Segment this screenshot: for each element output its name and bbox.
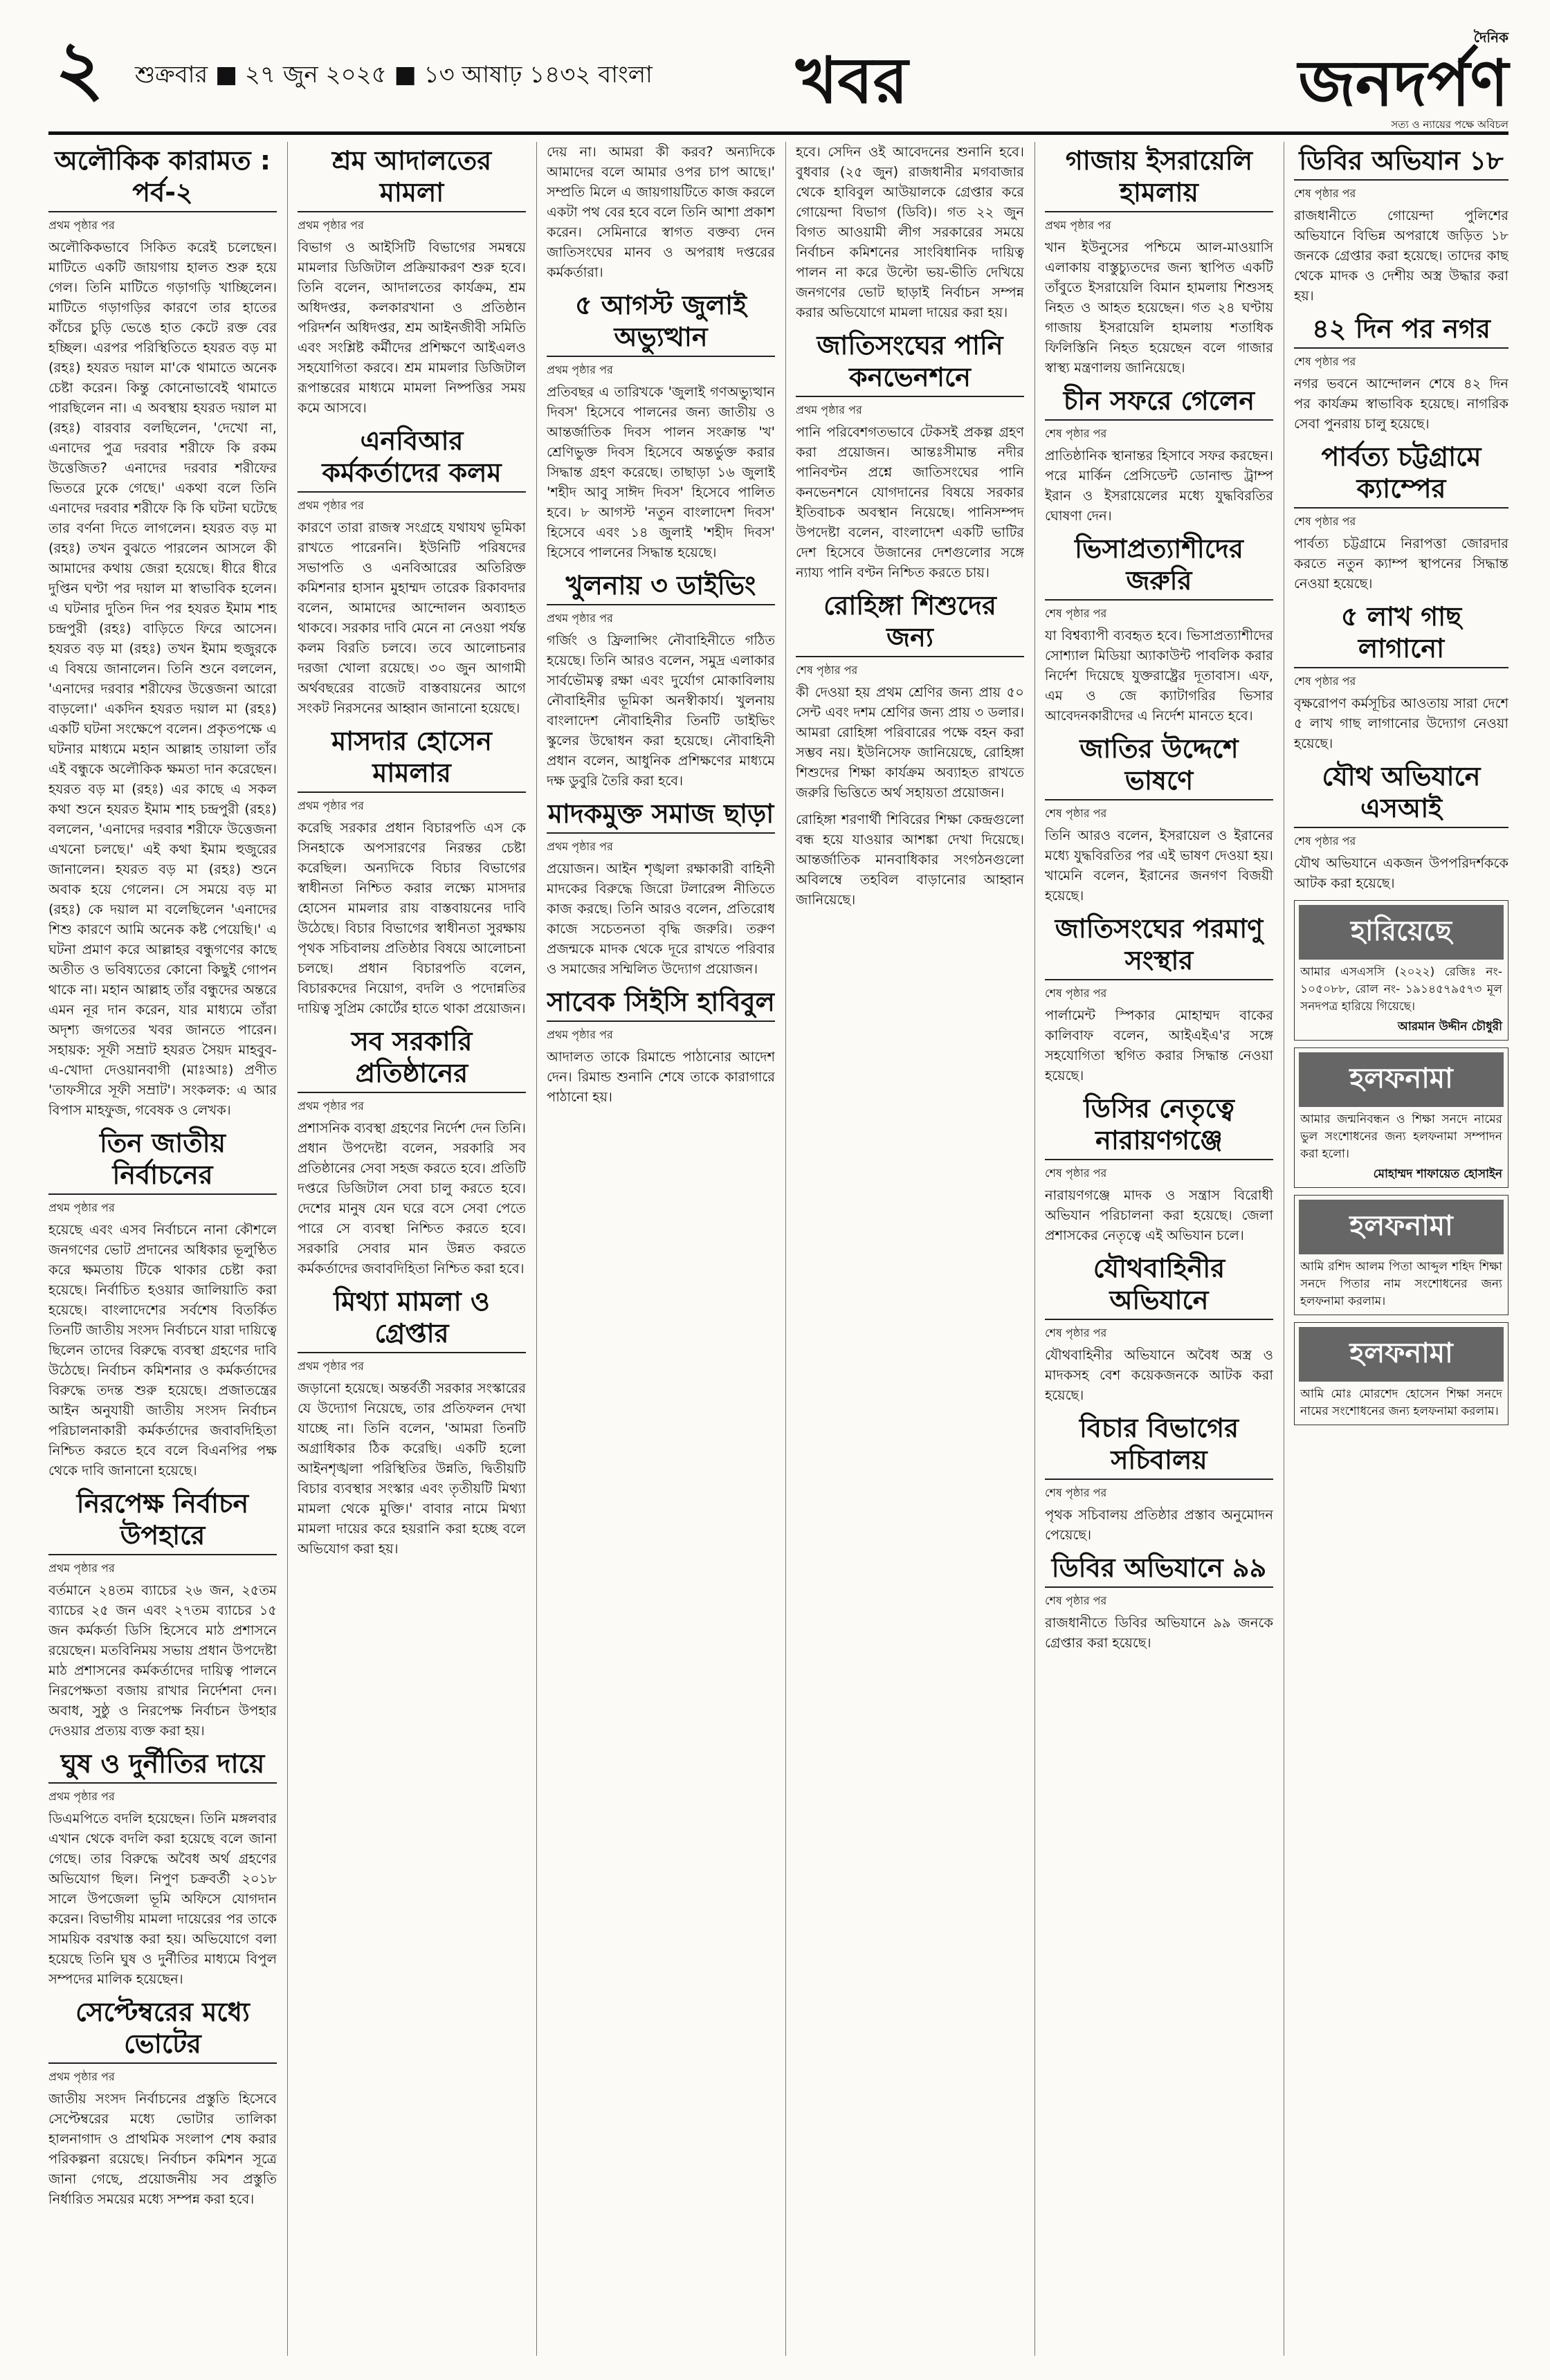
continuation-label: শেষ পৃষ্ঠার পর bbox=[1294, 355, 1356, 368]
story-body: নারায়ণগঞ্জে মাদক ও সন্ত্রাস বিরোধী অভিযান পরিচালনা করা হয়েছে। জেলা প্রশাসকের নেতৃত্বে এই অভিযান চলে। bbox=[1045, 1187, 1273, 1243]
story-body: করেছি সরকার প্রধান বিচারপতি এস কে সিনহাকে অপসারণের নিরন্তর চেষ্টা করেছিল। অন্যদিকে বিচার বিভাগের স্বাধীনতা নিশ্চিত করার লক্ষ্যে মাসদার হোসেন মামলার রায় বাস্তবায়নের দাবি উঠেছে। বিচার বিভাগের স্বাধীনতা সুরক্ষায় পৃথক সচিবালয় প্রতিষ্ঠার বিষয়ে আলোচনা চলছে। প্রধান বিচারপতি বলেন, বিচারকদের নিয়োগ, বদলি ও পদোন্নতির দায়িত্ব সুপ্রিম কোর্টের হাতে থাকা প্রয়োজন। bbox=[298, 820, 526, 1016]
notice-box bbox=[1294, 900, 1508, 1041]
story-headline: ডিবির অভিযান ১৮ bbox=[1294, 145, 1508, 181]
continuation-label: প্রথম পৃষ্ঠার পর bbox=[547, 363, 613, 376]
news-story bbox=[1294, 601, 1508, 753]
story-body: গর্জিং ও ফ্রিলান্সিং নৌবাহিনীতে গঠিত হয়েছে। তিনি আরও বলেন, সমুদ্র এলাকার সার্বভৌমত্ব রক্ষা এবং দুর্যোগ মোকাবিলায় নৌবাহিনীর ভূমিকা অনস্বীকার্য। খুলনায় বাংলাদেশ নৌবাহিনীর তিনটি ডাইভিং স্কুলের উদ্বোধন করা হয়েছে। নৌবাহিনী প্রধান বলেন, আধুনিক প্রশিক্ষণের মাধ্যমে দক্ষ ডুবুরি তৈরি করা হবে। bbox=[547, 632, 775, 789]
story-body: যা বিশ্বব্যাপী ব্যবহৃত হবে। ভিসাপ্রত্যাশীদের সোশ্যাল মিডিয়া অ্যাকাউন্ট পাবলিক করার নির্দেশ দিয়েছে যুক্তরাষ্ট্রের দূতাবাস। এফ, এম ও জে ক্যাটাগরির ভিসার আবেদনকারীদের এ নির্দেশ মানতে হবে। bbox=[1045, 628, 1273, 724]
masthead bbox=[48, 25, 1508, 135]
story-headline: চীন সফরে গেলেন bbox=[1045, 385, 1273, 421]
news-story bbox=[796, 809, 1024, 910]
news-story bbox=[1045, 533, 1273, 726]
section-title: খবর bbox=[796, 44, 909, 118]
continuation-label: প্রথম পৃষ্ঠার পর bbox=[48, 2070, 115, 2083]
story-body: পানি পরিবেশগতভাবে টেকসই প্রকল্প গ্রহণ করা প্রয়োজন। আন্তঃসীমান্ত নদীর পানিবণ্টন প্রশ্নে জাতিসংঘের পানি কনভেনশনে যোগদানের বিষয়ে সরকার ইতিবাচক অবস্থান নিয়েছে। পানিসম্পদ উপদেষ্টা বলেন, বাংলাদেশ একটি ভাটির দেশ হিসেবে উজানের দেশগুলোর সঙ্গে ন্যায্য পানি বণ্টন নিশ্চিত করতে চায়। bbox=[796, 424, 1024, 580]
notice-heading: হলফনামা bbox=[1299, 1327, 1504, 1382]
story-body: রাজধানীতে ডিবির অভিযানে ৯৯ জনকে গ্রেপ্তার করা হয়েছে। bbox=[1045, 1615, 1273, 1651]
story-headline: জাতিসংঘের পানি কনভেনশনে bbox=[796, 329, 1024, 397]
news-story bbox=[48, 1996, 277, 2209]
news-story bbox=[1045, 1252, 1273, 1405]
continuation-label: শেষ পৃষ্ঠার পর bbox=[796, 663, 858, 677]
notice-heading: হলফনামা bbox=[1299, 1052, 1504, 1107]
news-story bbox=[547, 289, 775, 562]
continuation-label: শেষ পৃষ্ঠার পর bbox=[1045, 1326, 1107, 1339]
story-headline: যৌথ অভিযানে এসআই bbox=[1294, 760, 1508, 828]
page-number: ২ bbox=[55, 25, 104, 111]
story-headline: জাতিসংঘের পরমাণু সংস্থার bbox=[1045, 913, 1273, 980]
continuation-label: শেষ পৃষ্ঠার পর bbox=[1294, 675, 1356, 688]
story-body: হবে। সেদিন ওই আবেদনের শুনানি হবে। বুধবার (২৫ জুন) রাজধানীর মগবাজার থেকে হাবিবুল আউয়ালকে গ্রেপ্তার করে গোয়েন্দা বিভাগ (ডিবি)। গত ২২ জুন বিগত আওয়ামী লীগ সরকারের সময়ে নির্বাচন কমিশনের সাংবিধানিক দায়িত্ব পালন না করে উল্টো ভয়-ভীতি দেখিয়ে জনগণের ভোট ছাড়াই নির্বাচন সম্পন্ন করার অভিযোগে মামলা দায়ের করা হয়। bbox=[796, 144, 1024, 320]
column-divider bbox=[785, 142, 786, 2356]
notice-signature: আরমান উদ্দীন চৌধুরী bbox=[1397, 1020, 1502, 1034]
story-body: আদালত তাকে রিমান্ডে পাঠানোর আদেশ দেন। রিমান্ড শুনানি শেষে তাকে কারাগারে পাঠানো হয়। bbox=[547, 1049, 775, 1105]
news-story bbox=[298, 425, 526, 718]
story-body: জাতীয় সংসদ নির্বাচনের প্রস্তুতি হিসেবে সেপ্টেম্বরের মধ্যে ভোটার তালিকা হালনাগাদ ও প্রাথমিক সংলাপ শেষ করার পরিকল্পনা রয়েছে। নির্বাচন কমিশন সূত্রে জানা গেছে, প্রয়োজনীয় সব প্রস্তুতি নির্ধারিত সময়ের মধ্যে সম্পন্ন করা হবে। bbox=[48, 2091, 277, 2207]
story-body: রাজধানীতে গোয়েন্দা পুলিশের অভিযানে বিভিন্ন অপরাধে জড়িত ১৮ জনকে গ্রেপ্তার করা হয়েছে। তাদের কাছ থেকে মাদক ও দেশীয় অস্ত্র উদ্ধার করা হয়। bbox=[1294, 208, 1508, 304]
dateline: শুক্রবার ■ ২৭ জুন ২০২৫ ■ ১৩ আষাঢ় ১৪৩২ বাংলা bbox=[135, 61, 653, 89]
news-story bbox=[1045, 145, 1273, 378]
column-2 bbox=[298, 142, 526, 2356]
news-story bbox=[796, 329, 1024, 583]
story-body: পার্লামেন্ট স্পিকার মোহাম্মদ বাকের কালিবাফ বলেন, আইএইএ'র সঙ্গে সহযোগিতা স্থগিত করার সিদ্ধান্ত নেওয়া হয়েছে। bbox=[1045, 1007, 1273, 1083]
news-story bbox=[48, 145, 277, 1120]
column-6 bbox=[1294, 142, 1508, 2356]
story-body: রোহিঙ্গা শরণার্থী শিবিরের শিক্ষা কেন্দ্রগুলো বন্ধ হয়ে যাওয়ার আশঙ্কা দেখা দিয়েছে। আন্তর্জাতিক মানবাধিকার সংগঠনগুলো অবিলম্বে তহবিল বাড়ানোর আহ্বান জানিয়েছে। bbox=[796, 812, 1024, 908]
story-headline: পার্বত্য চট্টগ্রামে ক্যাম্পের bbox=[1294, 441, 1508, 509]
story-body: পৃথক সচিবালয় প্রতিষ্ঠার প্রস্তাব অনুমোদন পেয়েছে। bbox=[1045, 1507, 1273, 1543]
continuation-label: শেষ পৃষ্ঠার পর bbox=[1045, 807, 1107, 820]
column-divider bbox=[1034, 142, 1035, 2356]
news-story bbox=[1045, 1552, 1273, 1653]
story-headline: ঘুষ ও দুর্নীতির দায়ে bbox=[48, 1748, 277, 1784]
notice-body: আমি রশিদ আলম পিতা আব্দুল শহিদ শিক্ষা সনদে পিতার নাম সংশোধনের জন্য হলফনামা করলাম। bbox=[1300, 1260, 1502, 1308]
continuation-label: প্রথম পৃষ্ঠার পর bbox=[48, 1790, 115, 1803]
logo-name: জনদর্পণ bbox=[1298, 46, 1508, 120]
story-headline: সব সরকারি প্রতিষ্ঠানের bbox=[298, 1025, 526, 1093]
news-story bbox=[1045, 1092, 1273, 1245]
continuation-label: শেষ পৃষ্ঠার পর bbox=[1045, 1166, 1107, 1180]
news-story bbox=[796, 589, 1024, 803]
story-headline: সাবেক সিইসি হাবিবুল bbox=[547, 986, 775, 1022]
logo-tagline: সত্য ও ন্যায়ের পক্ষে অবিচল bbox=[1391, 118, 1508, 131]
news-story bbox=[48, 1748, 277, 1989]
notice-body: আমার এসএসসি (২০২২) রেজিঃ নং- ১০৫০৮৮, রোল নং- ১৯১৪৫৭৯৫৭৩ মূল সনদপত্র হারিয়ে গিয়েছে। bbox=[1300, 965, 1502, 1014]
news-story bbox=[298, 145, 526, 418]
column-4 bbox=[796, 142, 1024, 2356]
story-headline: মিথ্যা মামলা ও গ্রেপ্তার bbox=[298, 1285, 526, 1353]
story-headline: জাতির উদ্দেশে ভাষণে bbox=[1045, 733, 1273, 800]
continuation-label: শেষ পৃষ্ঠার পর bbox=[1294, 834, 1356, 848]
continuation-label: শেষ পৃষ্ঠার পর bbox=[1045, 427, 1107, 440]
news-story bbox=[1045, 1412, 1273, 1545]
story-headline: অলৌকিক কারামত : পর্ব-২ bbox=[48, 145, 277, 212]
continuation-label: প্রথম পৃষ্ঠার পর bbox=[48, 1562, 115, 1575]
story-body: প্রাতিষ্ঠানিক স্থানান্তর হিসাবে সফর করছেন। পরে মার্কিন প্রেসিডেন্ট ডোনাল্ড ট্রাম্প ইরান ও ইসরায়েলের মধ্যে যুদ্ধবিরতির ঘোষণা দেন। bbox=[1045, 448, 1273, 524]
story-headline: খুলনায় ৩ ডাইভিং bbox=[547, 569, 775, 605]
notice-heading: হলফনামা bbox=[1299, 1200, 1504, 1254]
story-body: ডিএমপিতে বদলি হয়েছেন। তিনি মঙ্গলবার এখান থেকে বদলি করা হয়েছে বলে জানা গেছে। তার বিরুদ্ধে অবৈধ অর্থ গ্রহণের অভিযোগ ছিল। নিপুণ চক্রবর্তী ২০১৮ সালে উপজেলা ভূমি অফিসে যোগদান করেন। বিভাগীয় মামলা দায়েরের পর তাকে সাময়িক বরখাস্ত করা হয়। অভিযোগে বলা হয়েছে তিনি ঘুষ ও দুর্নীতির মাধ্যমে বিপুল সম্পদের মালিক হয়েছেন। bbox=[48, 1811, 277, 1987]
news-story bbox=[1045, 385, 1273, 526]
continuation-label: শেষ পৃষ্ঠার পর bbox=[1045, 1486, 1107, 1499]
newspaper-logo bbox=[1280, 28, 1508, 131]
story-body: খান ইউনুসের পশ্চিমে আল-মাওয়াসি এলাকায় বাস্তুচ্যুতদের জন্য স্থাপিত একটি তাঁবুতে ইসরায়েলি বিমান হামলায় শিশুসহ নিহত ও আহত হয়েছেন। গত ২৪ ঘণ্টায় গাজায় ইসরায়েলি হামলায় শতাধিক ফিলিস্তিনি নিহত হয়েছেন বলে গাজার স্বাস্থ্য মন্ত্রণালয় জানিয়েছে। bbox=[1045, 239, 1273, 376]
story-headline: ৪২ দিন পর নগর bbox=[1294, 313, 1508, 349]
continuation-label: শেষ পৃষ্ঠার পর bbox=[1294, 187, 1356, 200]
story-body: প্রয়োজন। আইন শৃঙ্খলা রক্ষাকারী বাহিনী মাদকের বিরুদ্ধে জিরো টলারেন্স নীতিতে কাজ করছে। তিনি আরও বলেন, প্রতিরোধ কাজে সচেতনতা বৃদ্ধি জরুরি। তরুণ প্রজন্মকে মাদক থেকে দূরে রাখতে পরিবার ও সমাজের সম্মিলিত উদ্যোগ প্রয়োজন। bbox=[547, 861, 775, 977]
notice-body: আমার জন্মনিবন্ধন ও শিক্ষা সনদে নামের ভুল সংশোধনের জন্য হলফনামা সম্পাদন করা হলো। bbox=[1300, 1113, 1502, 1161]
story-body: প্রশাসনিক ব্যবস্থা গ্রহণের নির্দেশ দেন তিনি। প্রধান উপদেষ্টা বলেন, সরকারি সব প্রতিষ্ঠানের সেবা সহজ করতে হবে। প্রতিটি দপ্তরে ডিজিটাল সেবা চালু করতে হবে। দেশের মানুষ যেন ঘরে বসে সেবা পেতে পারে সে ব্যবস্থা নিশ্চিত করতে হবে। সরকারি সেবার মান উন্নত করতে কর্মকর্তাদের জবাবদিহিতা নিশ্চিত করা হবে। bbox=[298, 1120, 526, 1276]
continuation-label: শেষ পৃষ্ঠার পর bbox=[1045, 987, 1107, 1000]
story-body: দেয় না। আমরা কী করব? অন্যদিকে আমাদের বলে আমার ওপর চাপ আছে।' সম্প্রতি মিলে এ জায়গায়টিতে কাজ করলে একটা পথ বের হবে বলে তিনি আশা প্রকাশ করেন। সেমিনারে স্বাগত বক্তব্য দেন জাতিসংঘের মানব ও অপরাধ দপ্তরের কর্মকর্তারা। bbox=[547, 144, 775, 280]
story-headline: ৫ লাখ গাছ লাগানো bbox=[1294, 601, 1508, 668]
story-headline: ডিসির নেতৃত্বে নারায়ণগঞ্জে bbox=[1045, 1092, 1273, 1160]
story-headline: মাদকমুক্ত সমাজ ছাড়া bbox=[547, 798, 775, 834]
news-story bbox=[1294, 760, 1508, 893]
column-5 bbox=[1045, 142, 1273, 2356]
story-headline: শ্রম আদালতের মামলা bbox=[298, 145, 526, 212]
continuation-label: প্রথম পৃষ্ঠার পর bbox=[48, 219, 115, 232]
masthead-rule bbox=[48, 131, 1508, 135]
notice-signature: মোহাম্মদ শাফায়েত হোসাইন bbox=[1373, 1167, 1502, 1181]
column-divider bbox=[536, 142, 537, 2356]
news-story bbox=[298, 1285, 526, 1559]
news-story bbox=[298, 725, 526, 1018]
story-body: বৃক্ষরোপণ কর্মসূচির আওতায় সারা দেশে ৫ লাখ গাছ লাগানোর উদ্যোগ নেওয়া হয়েছে। bbox=[1294, 695, 1508, 751]
notice-box bbox=[1294, 1047, 1508, 1188]
story-body: যৌথ অভিযানে একজন উপপরিদর্শককে আটক করা হয়েছে। bbox=[1294, 855, 1508, 891]
story-body: বর্তমানে ২৪তম ব্যাচের ২৬ জন, ২৫তম ব্যাচের ২৫ জন এবং ২৭তম ব্যাচের ১৫ জন কর্মকর্তা ডিসি হিসেবে মাঠ প্রশাসনে রয়েছেন। মতবিনিময় সভায় প্রধান উপদেষ্টা মাঠ প্রশাসনের কর্মকর্তাদের দায়িত্ব পালনে নিরপেক্ষতা বজায় রাখার নির্দেশনা দেন। অবাধ, সুষ্ঠু ও নিরপেক্ষ নির্বাচন উপহার দেওয়ার প্রত্যয় ব্যক্ত করা হয়। bbox=[48, 1582, 277, 1739]
news-story bbox=[1294, 145, 1508, 306]
story-body: তিনি আরও বলেন, ইসরায়েল ও ইরানের মধ্যে যুদ্ধবিরতির পর এই ভাষণ দেওয়া হয়। খামেনি বলেন, ইরানের জনগণ বিজয়ী হয়েছে। bbox=[1045, 827, 1273, 904]
continuation-label: প্রথম পৃষ্ঠার পর bbox=[298, 799, 364, 812]
story-headline: সেপ্টেম্বরের মধ্যে ভোটের bbox=[48, 1996, 277, 2064]
continuation-label: প্রথম পৃষ্ঠার পর bbox=[298, 1099, 364, 1113]
continuation-label: প্রথম পৃষ্ঠার পর bbox=[298, 1360, 364, 1373]
continuation-label: শেষ পৃষ্ঠার পর bbox=[1294, 515, 1356, 528]
column-3 bbox=[547, 142, 775, 2356]
news-story bbox=[547, 798, 775, 979]
news-story bbox=[1045, 913, 1273, 1086]
story-body: অলৌকিকভাবে সিকিত করেই চলেছেন। মাটিতে একটি জায়গায় হালত শুরু হয়ে গেল। তিনি মাটিতে গড়াগড়ি খাচ্ছিলেন। মাটিতে গড়াগড়ির কারণে তার হাতের কাঁচের চুড়ি ভেঙে হাত কেটে রক্ত বের হচ্ছিল। এরপর পরিস্থিতিতে হযরত বড় মা (রহঃ) হযরত দয়াল মা'কে থামাতে অনেক চেষ্টা করেন। কিন্তু কোনোভাবেই থামাতে পারছিলেন না। এ অবস্থায় হযরত দয়াল মা (রহঃ) বারবার বলছিলেন, 'দেখো না, এনাদের পুত্র দরবার শরীফে কি রকম উত্তেজিত? এনাদের দরবার শরীফের ভিতরে ঢুকে গেছে।' একথা বলে তিনি এনাদের দরবার শরীফে কি কি ঘটনা ঘটেছে তার বর্ণনা দিতে লাগলেন। হযরত বড় মা (রহঃ) তখন বুঝতে পারলেন আসলে কী আমাদের কথায় জেরা হয়েছে। ধীরে ধীরে দুপ্তিন ঘণ্টা পর দয়াল মা স্বাভাবিক হলেন। এ ঘটনার দুতিন দিন পর হযরত ইমাম শাহ চন্দ্রপুরী (রহঃ) বাড়িতে ফিরে আসেন। হযরত বড় মা (রহঃ) তখন ইমাম হুজুরকে এ বিষয়ে জানালেন। তিনি শুনে বললেন, 'এনাদের দরবার শরীফের উত্তেজনা আরো বাড়লো।' একদিন হযরত দয়াল মা (রহঃ) একটি ঘটনা সংক্ষেপে বলেন। প্রকৃতপক্ষে এ ঘটনার মাধ্যমে মহান আল্লাহ তায়ালা তাঁর এই বন্ধুকে অলৌকিক ক্ষমতা দান করেছেন। হযরত বড় মা (রহঃ) এর কাছে এ সকল কথা শুনে হযরত ইমাম শাহ চন্দ্রপুরী (রহঃ) বললেন, 'এনাদের দরবার শরীফে উত্তেজনা এখনো চলছে।' এই কথা ইমাম হুজুরের জানালেন। হযরত বড় মা (রহঃ) শুনে অবাক হয়ে গেলেন। সে সময়ে বড় মা (রহঃ) কে দয়াল মা বলেছিলেন 'এনাদের শিশু কারণে আমি অনেক কষ্ট পেয়েছি।' এ ঘটনা প্রমাণ করে আল্লাহর বন্ধুগণের কাছে অতীত ও ভবিষ্যতের কোনো কিছুই গোপন থাকে না। মহান আল্লাহ তাঁর বন্ধুদের অন্তরে এমন নূর দান করেন, যার মাধ্যমে তাঁরা অদৃশ্য জগতের খবর জানতে পারেন। সহায়ক: সূফী সম্রাট হযরত সৈয়দ মাহবুব-এ-খোদা দেওয়ানবাগী (মাঃআঃ) প্রণীত 'তাফসীরে সূফী সম্রাট'। সংকলক: এ আর বিপাস মাহফুজ, গবেষক ও লেখক। bbox=[48, 239, 277, 1118]
notice-box bbox=[1294, 1195, 1508, 1315]
story-body: বিভাগ ও আইসিটি বিভাগের সমন্বয়ে মামলার ডিজিটাল প্রক্রিয়াকরণ শুরু হবে। তিনি বলেন, আদালতের কার্যক্রম, শ্রম অধিদপ্তর, কলকারখানা ও প্রতিষ্ঠান পরিদর্শন অধিদপ্তর, শ্রম আইনজীবী সমিতি এবং সংশ্লিষ্ট কর্মীদের প্রশিক্ষণে আইএলও সহযোগিতা করবে। শ্রম মামলার ডিজিটাল রূপান্তরের মাধ্যমে মামলা নিষ্পত্তির সময় কমে আসবে। bbox=[298, 239, 526, 416]
story-body: নগর ভবনে আন্দোলন শেষে ৪২ দিন পর কার্যক্রম স্বাভাবিক হয়েছে। নাগরিক সেবা পুনরায় চালু হয়েছে। bbox=[1294, 376, 1508, 432]
story-headline: ৫ আগস্ট জুলাই অভ্যুত্থান bbox=[547, 289, 775, 357]
news-story bbox=[1045, 733, 1273, 906]
notice-box bbox=[1294, 1322, 1508, 1425]
continuation-label: প্রথম পৃষ্ঠার পর bbox=[298, 499, 364, 512]
columns bbox=[48, 142, 1508, 2359]
story-headline: গাজায় ইসরায়েলি হামলায় bbox=[1045, 145, 1273, 212]
notice-heading: হারিয়েছে bbox=[1299, 905, 1504, 960]
continuation-label: প্রথম পৃষ্ঠার পর bbox=[298, 219, 364, 232]
continuation-label: শেষ পৃষ্ঠার পর bbox=[1045, 607, 1107, 620]
story-body: পার্বত্য চট্টগ্রামে নিরাপত্তা জোরদার করতে নতুন ক্যাম্প স্থাপনের সিদ্ধান্ত নেওয়া হয়েছে। bbox=[1294, 536, 1508, 592]
news-story bbox=[48, 1488, 277, 1741]
story-body: কারণে তারা রাজস্ব সংগ্রহে যথাযথ ভূমিকা রাখতে পারেননি। ইউনিটি পরিষদের সভাপতি ও এনবিআরের অতিরিক্ত কমিশনার হাসান মুহাম্মদ তারেক রিকাবদার বলেন, আমাদের আন্দোলন অব্যাহত থাকবে। সরকার দাবি মেনে না নেওয়া পর্যন্ত কলম বিরতি চলবে। তবে আলোচনার দরজা খোলা রয়েছে। ৩০ জুন আগামী অর্থবছরের বাজেট বাস্তবায়নের আগে সংকট নিরসনের আহ্বান জানানো হয়েছে। bbox=[298, 520, 526, 716]
story-body: যৌথবাহিনীর অভিযানে অবৈধ অস্ত্র ও মাদকসহ বেশ কয়েকজনকে আটক করা হয়েছে। bbox=[1045, 1347, 1273, 1403]
news-story bbox=[1294, 313, 1508, 434]
news-story bbox=[796, 142, 1024, 322]
story-body: কী দেওয়া হয় প্রথম শ্রেণির জন্য প্রায় ৫০ সেন্ট এবং দশম শ্রেণির জন্য প্রায় ৩ ডলার। আমরা রোহিঙ্গা পরিবারের পক্ষে বহন করা সম্ভব নয়। ইউনিসেফ জানিয়েছে, রোহিঙ্গা শিশুদের শিক্ষা কার্যক্রম অব্যাহত রাখতে জরুরি ভিত্তিতে অর্থ সহায়তা প্রয়োজন। bbox=[796, 684, 1024, 800]
continuation-label: প্রথম পৃষ্ঠার পর bbox=[547, 840, 613, 853]
story-headline: ভিসাপ্রত্যাশীদের জরুরি bbox=[1045, 533, 1273, 601]
story-headline: এনবিআর কর্মকর্তাদের কলম bbox=[298, 425, 526, 493]
story-body: প্রতিবছর এ তারিখকে 'জুলাই গণঅভ্যুত্থান দিবস' হিসেবে পালনের জন্য জাতীয় ও আন্তর্জাতিক দিবস পালন সংক্রান্ত 'খ' শ্রেণিভুক্ত দিবস হিসেবে অন্তর্ভুক্ত করার সিদ্ধান্ত গ্রহণ করেছে। তাছাড়া ১৬ জুলাই 'শহীদ আবু সাঈদ দিবস' হিসেবে পালিত হবে। ৮ আগস্ট 'নতুন বাংলাদেশ দিবস' হিসেবে এবং ১৪ জুলাই 'শহীদ দিবস' হিসেবে পালনের সিদ্ধান্ত হয়েছে। bbox=[547, 384, 775, 560]
column-divider bbox=[287, 142, 288, 2356]
column-1 bbox=[48, 142, 277, 2356]
notice-body: আমি মোঃ মোরশেদ হোসেন শিক্ষা সনদে নামের সংশোধনের জন্য হলফনামা করলাম। bbox=[1300, 1387, 1502, 1418]
continuation-label: প্রথম পৃষ্ঠার পর bbox=[1045, 219, 1111, 232]
news-story bbox=[298, 1025, 526, 1279]
story-headline: রোহিঙ্গা শিশুদের জন্য bbox=[796, 589, 1024, 657]
story-headline: বিচার বিভাগের সচিবালয় bbox=[1045, 1412, 1273, 1480]
news-story bbox=[547, 986, 775, 1107]
story-headline: মাসদার হোসেন মামলার bbox=[298, 725, 526, 793]
continuation-label: প্রথম পৃষ্ঠার পর bbox=[547, 612, 613, 625]
continuation-label: প্রথম পৃষ্ঠার পর bbox=[48, 1201, 115, 1214]
news-story bbox=[547, 569, 775, 791]
news-story bbox=[1294, 441, 1508, 594]
story-headline: যৌথবাহিনীর অভিযানে bbox=[1045, 1252, 1273, 1320]
logo-prefix: দৈনিক bbox=[1473, 29, 1508, 46]
continuation-label: শেষ পৃষ্ঠার পর bbox=[1045, 1594, 1107, 1607]
story-headline: নিরপেক্ষ নির্বাচন উপহারে bbox=[48, 1488, 277, 1555]
story-headline: তিন জাতীয় নির্বাচনের bbox=[48, 1127, 277, 1195]
news-story bbox=[547, 142, 775, 282]
continuation-label: প্রথম পৃষ্ঠার পর bbox=[547, 1028, 613, 1041]
story-headline: ডিবির অভিযানে ৯৯ bbox=[1045, 1552, 1273, 1588]
story-body: জড়ানো হয়েছে। অন্তর্বর্তী সরকার সংস্কারের যে উদ্যোগ নিয়েছে, তার প্রতিফলন দেখা যাচ্ছে না। তিনি বলেন, 'আমরা তিনটি অগ্রাধিকার ঠিক করেছি। একটি হলো আইনশৃঙ্খলা পরিস্থিতির উন্নতি, দ্বিতীয়টি বিচার ব্যবস্থার সংস্কার এবং তৃতীয়টি মিথ্যা মামলা থেকে মুক্তি।' বাবার নামে মিথ্যা মামলা দায়ের করে হয়রানি করা হচ্ছে বলে অভিযোগ করা হয়। bbox=[298, 1380, 526, 1557]
news-story bbox=[48, 1127, 277, 1481]
continuation-label: প্রথম পৃষ্ঠার পর bbox=[796, 403, 862, 416]
story-body: হয়েছে এবং এসব নির্বাচনে নানা কৌশলে জনগণের ভোট প্রদানের অধিকার ভূলুণ্ঠিত করে ক্ষমতায় টিকে থাকার চেষ্টা করা হয়েছে। নির্বাচিত হওয়ার জালিয়াতি করা হয়েছে। বাংলাদেশের সর্বশেষ বিতর্কিত তিনটি জাতীয় সংসদ নির্বাচনে যারা দায়িত্বে ছিলেন তাদের বিরুদ্ধে ব্যবস্থা গ্রহণের দাবি উঠেছে। নির্বাচন কমিশনার ও কর্মকর্তাদের বিরুদ্ধে তদন্ত শুরু হয়েছে। প্রজাতন্ত্রের আইন অনুযায়ী জাতীয় সংসদ নির্বাচন পরিচালনাকারী কর্মকর্তাদের জবাবদিহিতা নিশ্চিত করতে হবে বলে বিএনপির পক্ষ থেকে দাবি জানানো হয়েছে। bbox=[48, 1222, 277, 1479]
